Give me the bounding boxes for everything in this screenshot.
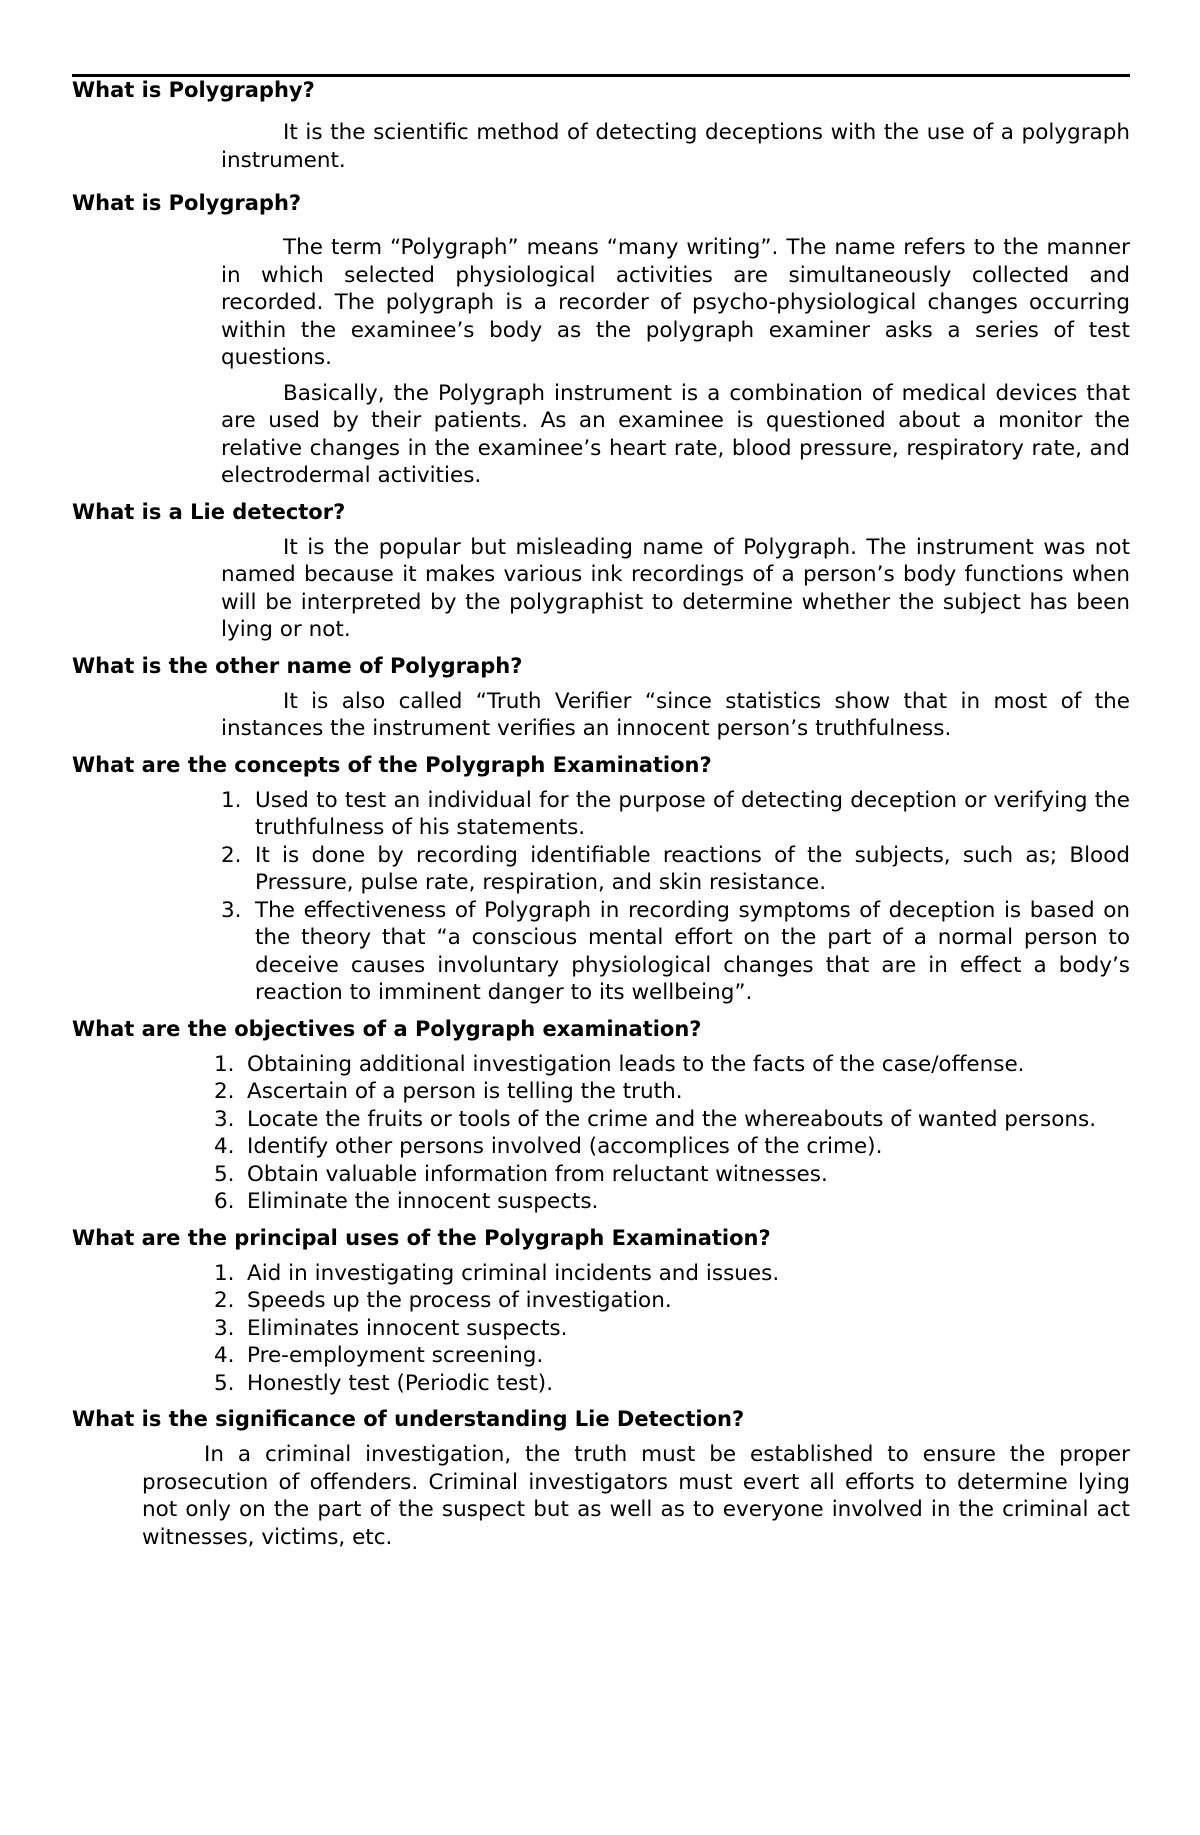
question-polygraph: What is Polygraph?: [72, 191, 302, 215]
list-number: 3.: [214, 1315, 235, 1341]
list-item-text: Speeds up the process of investigation.: [247, 1288, 672, 1313]
list-item-text: Locate the fruits or tools of the crime and the whereabouts of wanted persons.: [247, 1106, 1097, 1132]
list-item: [214, 1370, 1130, 1398]
list-item-text: Identify other persons involved (accomplices of the crime).: [247, 1134, 883, 1159]
list-item-text: It is done by recording identifiable reactions of the subjects, such as; Blood Pressure, pulse rate, respiration, and skin resistance.: [255, 842, 1130, 895]
question-other-name: What is the other name of Polygraph?: [72, 653, 523, 678]
list-item: [214, 1078, 1130, 1106]
principal-uses-list: [214, 1260, 1130, 1398]
objectives-list: [214, 1051, 1130, 1216]
list-item: [214, 1315, 1130, 1343]
concepts-list: [221, 787, 1130, 1007]
list-number: 2.: [214, 1079, 235, 1104]
list-item: [214, 1051, 1130, 1079]
list-item-text: Used to test an individual for the purpose of detecting deception or verifying the truthfulness of his statements.: [255, 787, 1130, 840]
list-item-text: Ascertain of a person is telling the truth.: [247, 1079, 683, 1104]
question-objectives: What are the objectives of a Polygraph examination?: [72, 1016, 702, 1041]
question-principal-uses: What are the principal uses of the Polygraph Examination?: [72, 1225, 771, 1250]
question-concepts: What are the concepts of the Polygraph Examination?: [72, 752, 712, 777]
list-item: [221, 897, 1130, 1007]
list-item: [221, 842, 1130, 897]
list-item: [221, 787, 1130, 842]
list-number: 2.: [214, 1288, 235, 1313]
list-item: [214, 1106, 1130, 1134]
list-number: 1.: [214, 1051, 235, 1077]
list-number: 3.: [214, 1106, 235, 1132]
list-number: 1.: [214, 1260, 235, 1286]
list-item: [214, 1188, 1130, 1216]
question-polygraphy: What is Polygraphy?: [72, 78, 315, 102]
list-item: [214, 1133, 1130, 1161]
list-item-text: Honestly test (Periodic test).: [247, 1370, 554, 1396]
list-number: 3.: [221, 897, 242, 923]
list-item: [214, 1287, 1130, 1315]
list-item-text: Pre-employment screening.: [247, 1343, 544, 1368]
list-number: 1.: [221, 787, 242, 813]
list-item-text: Eliminate the innocent suspects.: [247, 1189, 599, 1214]
list-number: 2.: [221, 842, 242, 868]
list-item-text: Obtaining additional investigation leads to the facts of the case/offense.: [247, 1051, 1025, 1077]
answer-lie-detector: It is the popular but misleading name of Polygraph. The instrument was not named because it makes various ink recordings of a person’s body functions when will be interpreted by the polygraphist to determine whether the subject has been lying or not.: [221, 534, 1130, 642]
answer-significance: In a criminal investigation, the truth must be established to ensure the proper prosecution of offenders. Criminal investigators must evert all efforts to determine lying not only on the part of the suspect but as well as to everyone involved in the criminal act witnesses, victims, etc.: [142, 1442, 1130, 1550]
list-item-text: Eliminates innocent suspects.: [247, 1315, 568, 1341]
list-item-text: Aid in investigating criminal incidents and issues.: [247, 1260, 780, 1286]
list-number: 4.: [214, 1134, 235, 1159]
list-number: 5.: [214, 1370, 235, 1396]
answer-polygraphy: It is the scientific method of detecting deceptions with the use of a polygraph instrument.: [221, 120, 1130, 173]
answer-other-name: It is also called “Truth Verifier “since statistics show that in most of the instances the instrument verifies an innocent person’s truthfulness.: [221, 688, 1130, 741]
list-item-text: Obtain valuable information from reluctant witnesses.: [247, 1161, 828, 1187]
list-number: 6.: [214, 1189, 235, 1214]
list-number: 4.: [214, 1343, 235, 1368]
answer-polygraph-1: The term “Polygraph” means “many writing”. The name refers to the manner in which selected physiological activities are simultaneously collected and recorded. The polygraph is a recorder of psycho-physiological changes occurring within the examinee’s body as the polygraph examiner asks a series of test questions.: [221, 235, 1130, 370]
answer-polygraph-2: Basically, the Polygraph instrument is a combination of medical devices that are used by their patients. As an examinee is questioned about a monitor the relative changes in the examinee’s heart rate, blood pressure, respiratory rate, and electrodermal activities.: [221, 380, 1130, 488]
list-item: [214, 1260, 1130, 1288]
list-number: 5.: [214, 1161, 235, 1187]
document-content: [72, 76, 1130, 1551]
list-item: [214, 1161, 1130, 1189]
question-significance: What is the significance of understanding Lie Detection?: [72, 1407, 745, 1431]
list-item-text: The effectiveness of Polygraph in recording symptoms of deception is based on the theory that “a conscious mental effort on the part of a normal person to deceive causes involuntary physiological changes that are in effect a body’s reaction to imminent danger to its wellbeing”.: [255, 897, 1130, 1005]
question-lie-detector: What is a Lie detector?: [72, 499, 346, 524]
list-item: [214, 1342, 1130, 1370]
